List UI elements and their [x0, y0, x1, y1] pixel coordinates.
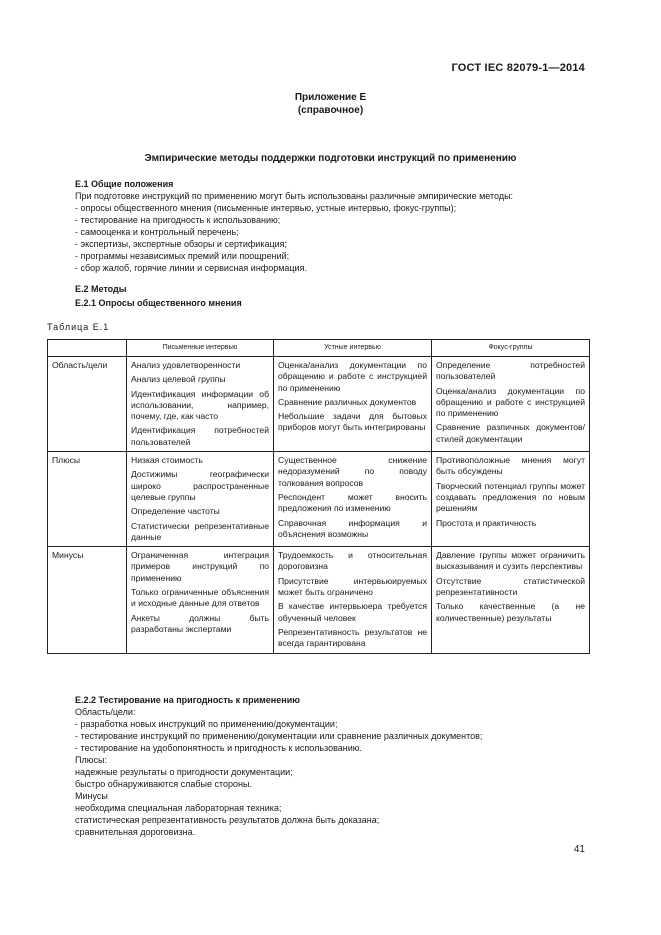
cell-item: Противоположные мнения могут быть обсуждены [436, 455, 585, 477]
table-row [48, 452, 590, 547]
text-line: Минусы [75, 791, 108, 801]
cell-item: Оценка/анализ документации по обращению и работе с инструкцией по применению [278, 360, 427, 393]
table-cell [274, 452, 432, 547]
column-header [48, 340, 127, 357]
cell-item: Идентификация потребностей пользователей [131, 425, 269, 447]
table-header-row [48, 340, 590, 357]
list-item: - опросы общественного мнения (письменные интервью, устные интервью, фокус-группы); [75, 203, 457, 213]
cell-item: Респондент может вносить предложения по изменению [278, 491, 427, 514]
cell-item: В качестве интервьюера требуется обученный человек [278, 601, 427, 623]
methods-table [47, 339, 590, 654]
paragraph: При подготовке инструкций по применению могут быть использованы различные эмпирические методы: [75, 191, 514, 201]
cell-item: Репрезентативность результатов не всегда гарантирована [278, 626, 427, 649]
text-line: быстро обнаруживаются слабые стороны. [75, 779, 252, 789]
cell-item: Анкеты должны быть разработаны экспертами [131, 612, 269, 634]
column-header: Устные интервью [274, 340, 432, 357]
cell-item: Анализ целевой группы [131, 374, 226, 385]
cell-item: Сравнение различных документов [278, 396, 417, 407]
cell-item: Определение частоты [131, 506, 220, 517]
list-item: - программы независимых премий или поощрений; [75, 251, 290, 261]
list-item: - тестирование на пригодность к использованию; [75, 215, 281, 225]
text-line: сравнительная дороговизна. [75, 827, 196, 837]
page-number: 41 [573, 844, 585, 855]
cell-item: Присутствие интервьюируемых может быть ограничено [278, 575, 427, 598]
list-item: - самооценка и контрольный перечень; [75, 227, 239, 237]
subsection-heading: Е.2.2 Тестирование на пригодность к применению [75, 695, 300, 705]
cell-item: Анализ удовлетворенности [131, 360, 241, 370]
cell-item: Низкая стоимость [131, 455, 203, 466]
table-cell [432, 452, 590, 547]
cell-item: Отсутствие статистической репрезентативности [436, 575, 585, 598]
table-cell [432, 357, 590, 452]
cell-item: Оценка/анализ документации по обращению и работе с инструкцией по применению [436, 385, 585, 419]
cell-item: Определение потребностей пользователей [436, 360, 585, 382]
cell-item: Справочная информация и объяснения возможны [278, 517, 427, 539]
list-item: - сбор жалоб, горячие линии и сервисная информация. [75, 263, 307, 273]
cell-item: Простота и практичность [436, 517, 537, 528]
section-heading: Е.2 Методы [75, 284, 127, 294]
list-item: - тестирование на удобопонятность и пригодность к использованию. [75, 743, 363, 753]
cell-item: Давление группы может ограничить высказывания и сузить перспективы [436, 550, 585, 572]
cell-item: Статистически репрезентативные данные [131, 520, 269, 542]
text-line: надежные результаты о пригодности документации; [75, 767, 293, 777]
text-line: Область/цели: [75, 707, 136, 717]
table-caption: Таблица Е.1 [47, 322, 110, 332]
table-row [48, 357, 590, 452]
row-label: Минусы [48, 547, 127, 653]
table-cell [432, 547, 590, 653]
section-e2 [75, 283, 595, 309]
cell-item: Ограниченная интеграция примеров инструкций по применению [131, 550, 269, 583]
table-cell [274, 357, 432, 452]
cell-item: Трудоемкость и относительная дороговизна [278, 550, 427, 572]
cell-item: Творческий потенциал группы может создавать предложения по новым решениям [436, 480, 585, 514]
cell-item: Небольшие задачи для бытовых приборов могут быть интегрированы [278, 411, 427, 433]
appendix-heading [0, 91, 661, 117]
cell-item: Сравнение различных документов/стилей документации [436, 422, 585, 444]
cell-item: Только ограниченные объяснения и исходные данные для ответов [131, 587, 269, 609]
row-label: Область/цели [48, 357, 127, 452]
column-header: Письменные интервью [127, 340, 274, 357]
row-label: Плюсы [48, 452, 127, 547]
text-line: Плюсы: [75, 755, 107, 765]
column-header: Фокус-группы [432, 340, 590, 357]
section-e1 [75, 178, 595, 274]
table-cell [274, 547, 432, 653]
list-item: - разработка новых инструкций по применению/документации; [75, 719, 338, 729]
cell-item: Идентификация информации об использовании, например, почему, где, как часто [131, 388, 269, 422]
table-cell [127, 547, 274, 653]
document-code: ГОСТ IEC 82079-1—2014 [451, 62, 585, 74]
cell-item: Только качественные (а не количественные) результаты [436, 601, 585, 623]
list-item: - экспертизы, экспертные обзоры и сертификация; [75, 239, 288, 249]
text-line: статистическая репрезентативность результатов должна быть доказана; [75, 815, 380, 825]
table-row [48, 547, 590, 653]
section-heading: Е.1 Общие положения [75, 179, 174, 189]
cell-item: Существенное снижение недоразумений по поводу толкования вопросов [278, 455, 427, 488]
table-cell [127, 357, 274, 452]
cell-item: Достижимы географически широко распространенные целевые группы [131, 469, 269, 502]
list-item: - тестирование инструкций по применению/документации или сравнение различных документов; [75, 731, 483, 741]
appendix-title: Приложение Е [294, 92, 367, 103]
section-e22 [75, 694, 595, 838]
text-line: необходима специальная лабораторная техника; [75, 803, 282, 813]
subsection-heading: Е.2.1 Опросы общественного мнения [75, 298, 242, 308]
page-title: Эмпирические методы поддержки подготовки инструкций по применению [144, 153, 517, 164]
appendix-subtitle: (справочное) [297, 105, 364, 116]
table-cell [127, 452, 274, 547]
